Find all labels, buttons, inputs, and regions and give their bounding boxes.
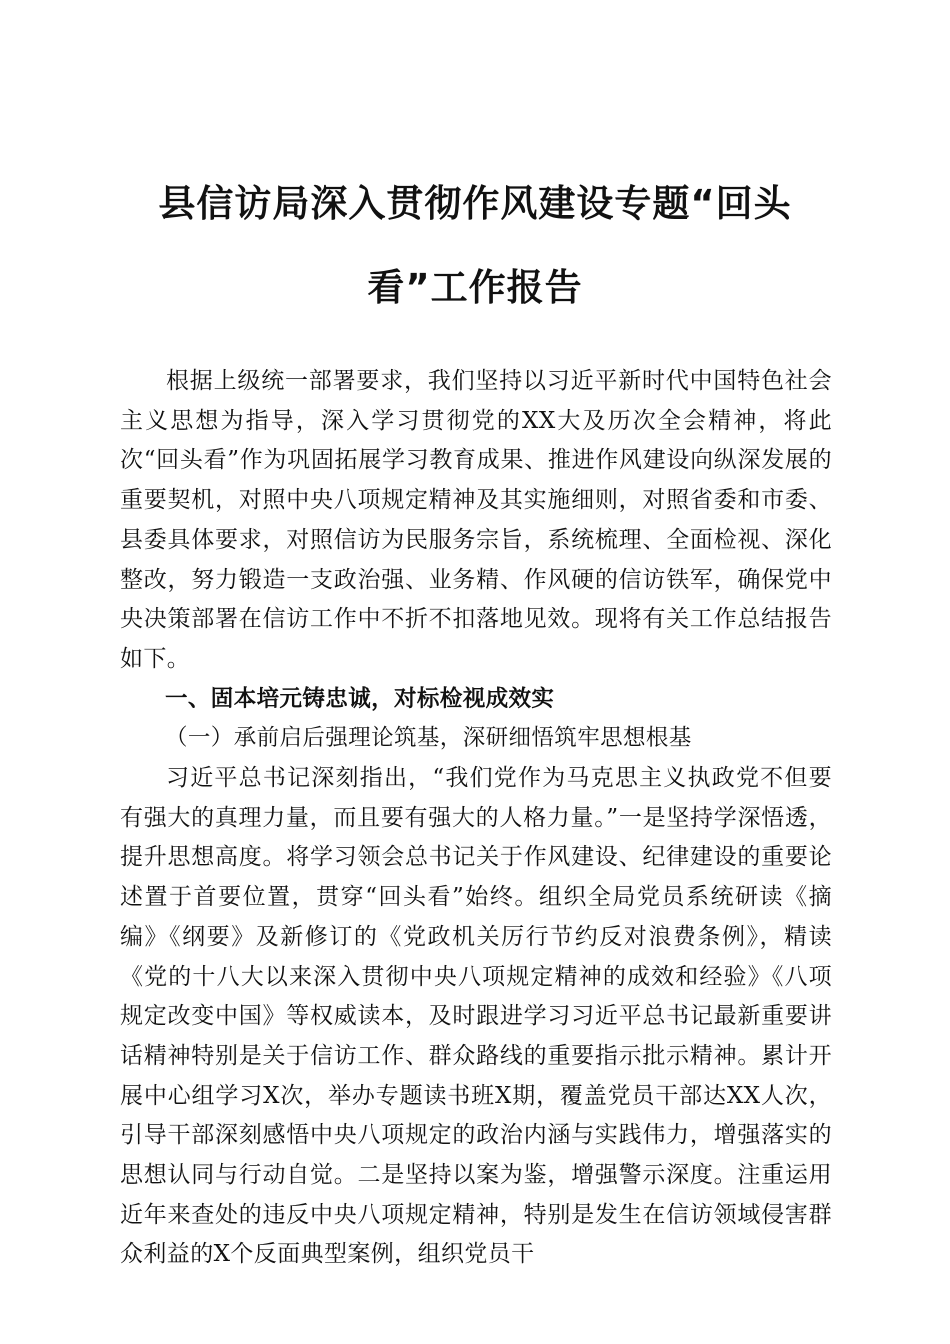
section-heading: 一、固本培元铸忠诚，对标检视成效实 xyxy=(165,685,555,712)
intro-paragraph: 根据上级统一部署要求，我们坚持以习近平新时代中国特色社会主义思想为指导，深入学习贯彻党的XX大及历次全会精神，将此次“回头看”作为巩固拓展学习教育成果、推进作风建设向纵深发展的重要契机，对照中央八项规定精神及其实施细则，对照省委和市委、县委具体要求，对照信访为民服务宗旨，系统梳理、全面检视、深化整改，努力锻造一支政治强、业务精、作风硬的信访铁军，确保党中央决策部署在信访工作中不折不扣落地见效。现将有关工作总结报告如下。 xyxy=(120,368,832,672)
document-title: 县信访局深入贯彻作风建设专题“回头看”工作报告 xyxy=(158,182,792,309)
document-body xyxy=(120,362,832,1275)
subsection-heading: （一）承前启后强理论筑基，深研细悟筑牢思想根基 xyxy=(165,725,692,752)
body-paragraph: 习近平总书记深刻指出，“我们党作为马克思主义执政党不但要有强大的真理力量，而且要有强大的人格力量。”一是坚持学深悟透，提升思想高度。将学习领会总书记关于作风建设、纪律建设的重要论述置于首要位置，贯穿“回头看”始终。组织全局党员系统研读《摘编》《纲要》及新修订的《党政机关厉行节约反对浪费条例》，精读《党的十八大以来深入贯彻中央八项规定精神的成效和经验》《八项规定改变中国》等权威读本，及时跟进学习习近平总书记最新重要讲话精神特别是关于信访工作、群众路线的重要指示批示精神。累计开展中心组学习X次，举办专题读书班X期，覆盖党员干部达XX人次，引导干部深刻感悟中央八项规定的政治内涵与实践伟力，增强落实的思想认同与行动自觉。二是坚持以案为鉴，增强警示深度。注重运用近年来查处的违反中央八项规定精神，特别是发生在信访领域侵害群众利益的X个反面典型案例，组织党员干 xyxy=(120,765,832,1268)
